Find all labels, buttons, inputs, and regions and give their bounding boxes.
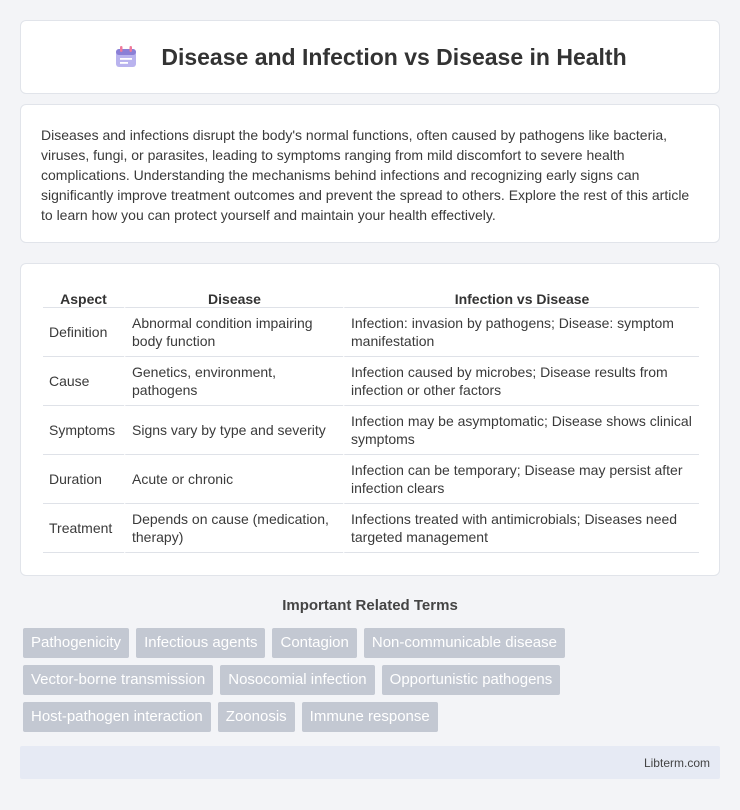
title-row [21, 21, 719, 93]
cell-aspect: Cause [43, 357, 124, 406]
tag-pathogenicity[interactable]: Pathogenicity [23, 628, 129, 658]
cell-aspect: Definition [43, 308, 124, 357]
tag-zoonosis[interactable]: Zoonosis [218, 702, 295, 732]
related-terms-list [23, 628, 723, 732]
table-row [43, 357, 699, 406]
header-infection-vs-disease: Infection vs Disease [343, 284, 699, 308]
comparison-table [43, 284, 699, 553]
cell-infection-vs-disease: Infection can be temporary; Disease may persist after infection clears [343, 455, 699, 504]
cell-aspect: Duration [43, 455, 124, 504]
tag-non-communicable-disease[interactable]: Non-communicable disease [364, 628, 565, 658]
tag-host-pathogen-interaction[interactable]: Host-pathogen interaction [23, 702, 211, 732]
title-card [20, 20, 720, 94]
footer-site-link[interactable]: Libterm.com [643, 755, 710, 770]
page-title: Disease and Infection vs Disease in Health [161, 43, 627, 70]
related-terms-heading: Important Related Terms [282, 597, 458, 614]
header-disease: Disease [124, 284, 343, 308]
header-aspect: Aspect [43, 284, 124, 308]
cell-infection-vs-disease: Infections treated with antimicrobials; Diseases need targeted management [343, 504, 699, 553]
cell-disease: Signs vary by type and severity [124, 406, 343, 455]
tag-vector-borne-transmission[interactable]: Vector-borne transmission [23, 665, 213, 695]
cell-disease: Acute or chronic [124, 455, 343, 504]
cell-aspect: Symptoms [43, 406, 124, 455]
table-row [43, 455, 699, 504]
cell-aspect: Treatment [43, 504, 124, 553]
tag-nosocomial-infection[interactable]: Nosocomial infection [220, 665, 374, 695]
tag-infectious-agents[interactable]: Infectious agents [136, 628, 265, 658]
cell-infection-vs-disease: Infection may be asymptomatic; Disease shows clinical symptoms [343, 406, 699, 455]
cell-infection-vs-disease: Infection caused by microbes; Disease results from infection or other factors [343, 357, 699, 406]
cell-disease: Abnormal condition impairing body function [124, 308, 343, 357]
tag-immune-response[interactable]: Immune response [302, 702, 438, 732]
cell-infection-vs-disease: Infection: invasion by pathogens; Disease: symptom manifestation [343, 308, 699, 357]
footer [20, 746, 720, 779]
intro-paragraph: Diseases and infections disrupt the body's normal functions, often caused by pathogens like bacteria, viruses, fungi, or parasites, leading to symptoms ranging from mild discomfort to severe health complications. Understanding the mechanisms behind infections and recognizing early signs can significantly improve treatment outcomes and prevent the spread to others. Explore the rest of this article to learn how you can protect yourself and maintain your health effectively. [41, 127, 690, 223]
comparison-table-card [20, 263, 720, 576]
cell-disease: Depends on cause (medication, therapy) [124, 504, 343, 553]
intro-card [20, 104, 720, 243]
calendar-icon [113, 44, 139, 70]
table-row [43, 308, 699, 357]
table-header-row [43, 284, 699, 308]
tag-opportunistic-pathogens[interactable]: Opportunistic pathogens [382, 665, 561, 695]
tag-contagion[interactable]: Contagion [272, 628, 356, 658]
table-row [43, 406, 699, 455]
cell-disease: Genetics, environment, pathogens [124, 357, 343, 406]
table-row [43, 504, 699, 553]
